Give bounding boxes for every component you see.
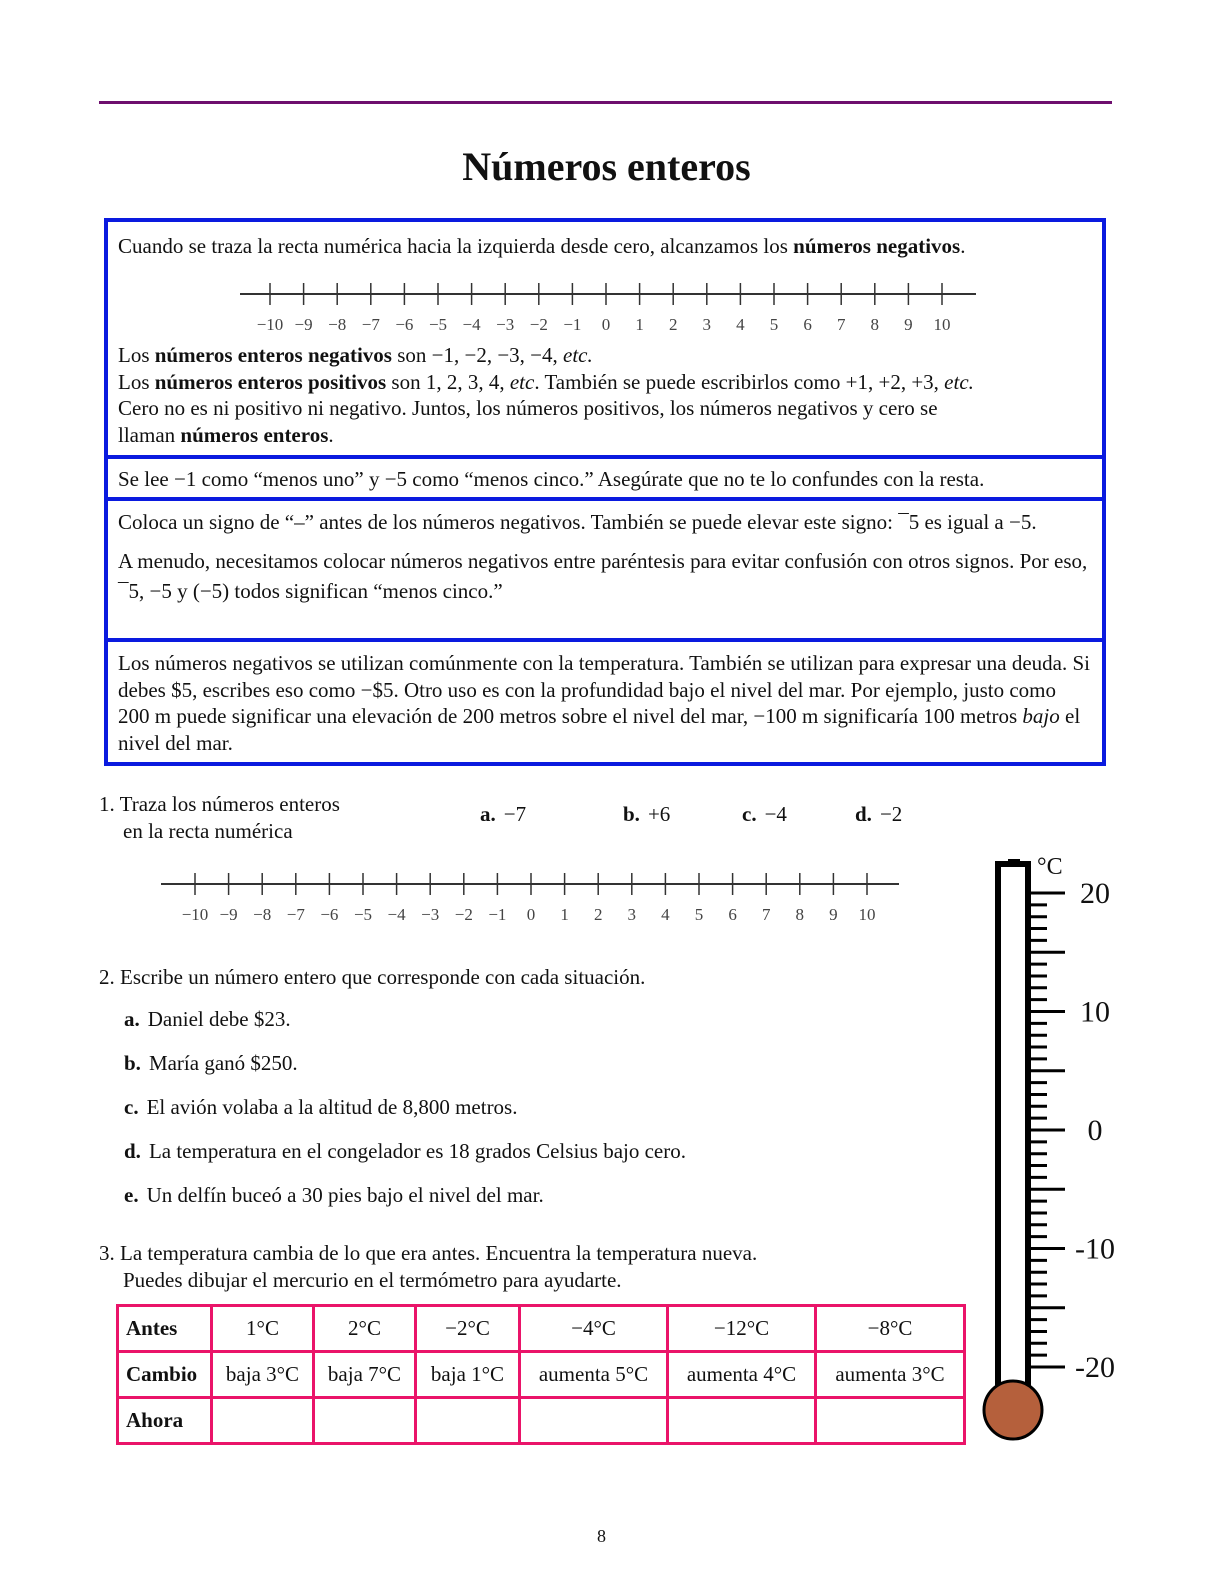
- svg-text:-10: -10: [1075, 1232, 1115, 1266]
- page-number: 8: [597, 1526, 606, 1546]
- svg-text:1: 1: [560, 905, 569, 924]
- top-rule: [99, 101, 1112, 104]
- svg-text:8: 8: [795, 905, 805, 924]
- svg-text:−10: −10: [256, 315, 284, 334]
- question-3: 3. La temperatura cambia de lo que era antes. Encuentra la temperatura nueva. Puedes dibujar el mercurio en el termómetro para ayudarte.: [99, 1241, 758, 1292]
- svg-text:0: 0: [1087, 1114, 1103, 1147]
- q1-item-b: b. +6: [623, 802, 671, 826]
- table-cell: −4°C: [520, 1306, 668, 1352]
- answer-cell[interactable]: [520, 1398, 668, 1444]
- svg-text:−10: −10: [181, 905, 209, 924]
- table-cell: −12°C: [668, 1306, 816, 1352]
- svg-text:−4: −4: [387, 905, 406, 924]
- svg-text:−9: −9: [294, 315, 313, 334]
- svg-text:2: 2: [668, 315, 678, 334]
- svg-text:−1: −1: [488, 905, 507, 924]
- table-cell: 2°C: [314, 1306, 416, 1352]
- table-cell: aumenta 5°C: [520, 1352, 668, 1398]
- answer-cell[interactable]: [416, 1398, 520, 1444]
- answer-cell[interactable]: [816, 1398, 965, 1444]
- svg-text:1: 1: [635, 315, 644, 334]
- svg-text:0: 0: [601, 315, 611, 334]
- info-box: [104, 218, 1106, 766]
- svg-text:−5: −5: [428, 315, 448, 334]
- table-row-ahora: [118, 1398, 965, 1444]
- svg-text:2: 2: [593, 905, 603, 924]
- svg-text:−7: −7: [286, 905, 305, 924]
- q2-item-e: e. Un delfín buceó a 30 pies bajo el nivel del mar.: [124, 1183, 544, 1207]
- q1-item-d: d. −2: [855, 802, 903, 826]
- svg-text:9: 9: [829, 905, 838, 924]
- svg-text:7: 7: [761, 905, 771, 924]
- svg-text:−3: −3: [496, 315, 515, 334]
- svg-text:3: 3: [627, 905, 637, 924]
- table-cell: −8°C: [816, 1306, 965, 1352]
- svg-text:−3: −3: [421, 905, 440, 924]
- svg-text:°C: °C: [1037, 854, 1063, 880]
- svg-text:6: 6: [803, 315, 812, 334]
- q2-item-b: b. María ganó $250.: [124, 1051, 298, 1075]
- q1-item-a: a. −7: [480, 802, 527, 826]
- row-header: Antes: [118, 1306, 212, 1352]
- svg-text:5: 5: [769, 315, 779, 334]
- svg-text:4: 4: [661, 905, 670, 924]
- svg-text:−6: −6: [395, 315, 414, 334]
- info-section-uses: Los números negativos se utilizan comúnmente con la temperatura. También se utilizan para expresar una deuda. Si debes $5, escribes eso como −$5. Otro uso es con la profundidad bajo el nivel del mar. Por ejemplo, justo como 200 m puede significar una elevación de 200 metros sobre el nivel del mar, −100 m significaría 100 metros bajo el nivel del mar.: [108, 638, 1102, 762]
- info-section-intro: [108, 222, 1102, 455]
- svg-text:9: 9: [904, 315, 913, 334]
- svg-text:−7: −7: [361, 315, 380, 334]
- svg-text:10: 10: [858, 905, 876, 924]
- svg-text:4: 4: [736, 315, 745, 334]
- svg-text:10: 10: [933, 315, 951, 334]
- svg-text:3: 3: [702, 315, 712, 334]
- page-title: Números enteros: [462, 144, 751, 189]
- zero-def: Cero no es ni positivo ni negativo. Juntos, los números positivos, los números negativos y cero se: [118, 396, 938, 420]
- table-cell: −2°C: [416, 1306, 520, 1352]
- svg-text:−2: −2: [529, 315, 548, 334]
- question-1: 1. Traza los números enteros en la recta numérica: [99, 792, 340, 843]
- svg-text:−6: −6: [320, 905, 339, 924]
- sign-paragraph-2: A menudo, necesitamos colocar números negativos entre paréntesis para evitar confusión con otros signos. Por eso, ¯5, −5 y (−5) todos significan “menos cinco.”: [118, 548, 1088, 603]
- temperature-table: [116, 1304, 966, 1445]
- svg-text:−1: −1: [563, 315, 582, 334]
- intro-text: Cuando se traza la recta numérica hacia la izquierda desde cero, alcanzamos los números negativos.: [118, 234, 966, 258]
- q2-item-c: c. El avión volaba a la altitud de 8,800 metros.: [124, 1095, 518, 1119]
- sign-paragraph-1: Coloca un signo de “–” antes de los números negativos. También se puede elevar este signo: ¯5 es igual a −5.: [118, 510, 1037, 534]
- table-cell: baja 3°C: [212, 1352, 314, 1398]
- thermometer[interactable]: [975, 850, 1125, 1455]
- thermometer-icon: [975, 850, 1125, 1450]
- svg-text:−8: −8: [253, 905, 272, 924]
- svg-text:−9: −9: [219, 905, 238, 924]
- svg-text:8: 8: [870, 315, 880, 334]
- svg-text:5: 5: [694, 905, 704, 924]
- positive-integers-def: Los números enteros positivos son 1, 2, 3, 4, etc. También se puede escribirlos como +1, +2, +3, etc.: [118, 369, 974, 394]
- q2-item-a: a. Daniel debe $23.: [124, 1007, 291, 1031]
- svg-text:−8: −8: [328, 315, 347, 334]
- table-cell: 1°C: [212, 1306, 314, 1352]
- svg-text:−4: −4: [462, 315, 481, 334]
- table-cell: baja 7°C: [314, 1352, 416, 1398]
- svg-text:0: 0: [526, 905, 536, 924]
- answer-cell[interactable]: [314, 1398, 416, 1444]
- svg-text:−5: −5: [353, 905, 373, 924]
- svg-text:20: 20: [1080, 877, 1110, 910]
- table-row-cambio: [118, 1352, 965, 1398]
- row-header: Cambio: [118, 1352, 212, 1398]
- svg-text:10: 10: [1080, 995, 1110, 1029]
- table-row-antes: [118, 1306, 965, 1352]
- integers-def: llaman números enteros.: [118, 422, 334, 447]
- answer-cell[interactable]: [668, 1398, 816, 1444]
- info-section-sign: [108, 497, 1102, 638]
- table-cell: aumenta 3°C: [816, 1352, 965, 1398]
- question-2: 2. Escribe un número entero que corresponde con cada situación.: [99, 965, 646, 989]
- number-line-example: [228, 274, 988, 334]
- q2-item-d: d. La temperatura en el congelador es 18 grados Celsius bajo cero.: [124, 1139, 686, 1163]
- svg-text:7: 7: [836, 315, 846, 334]
- definitions: [118, 342, 974, 448]
- table-cell: baja 1°C: [416, 1352, 520, 1398]
- q1-item-c: c. −4: [742, 802, 787, 826]
- svg-text:-20: -20: [1075, 1351, 1115, 1384]
- number-line-exercise[interactable]: [155, 868, 915, 930]
- answer-cell[interactable]: [212, 1398, 314, 1444]
- svg-text:−2: −2: [454, 905, 473, 924]
- info-section-reading: Se lee −1 como “menos uno” y −5 como “menos cinco.” Asegúrate que no te lo confundes con la resta.: [108, 455, 1102, 497]
- svg-text:6: 6: [728, 905, 737, 924]
- row-header: Ahora: [118, 1398, 212, 1444]
- negative-integers-def: Los números enteros negativos son −1, −2, −3, −4, etc.: [118, 343, 593, 367]
- table-cell: aumenta 4°C: [668, 1352, 816, 1398]
